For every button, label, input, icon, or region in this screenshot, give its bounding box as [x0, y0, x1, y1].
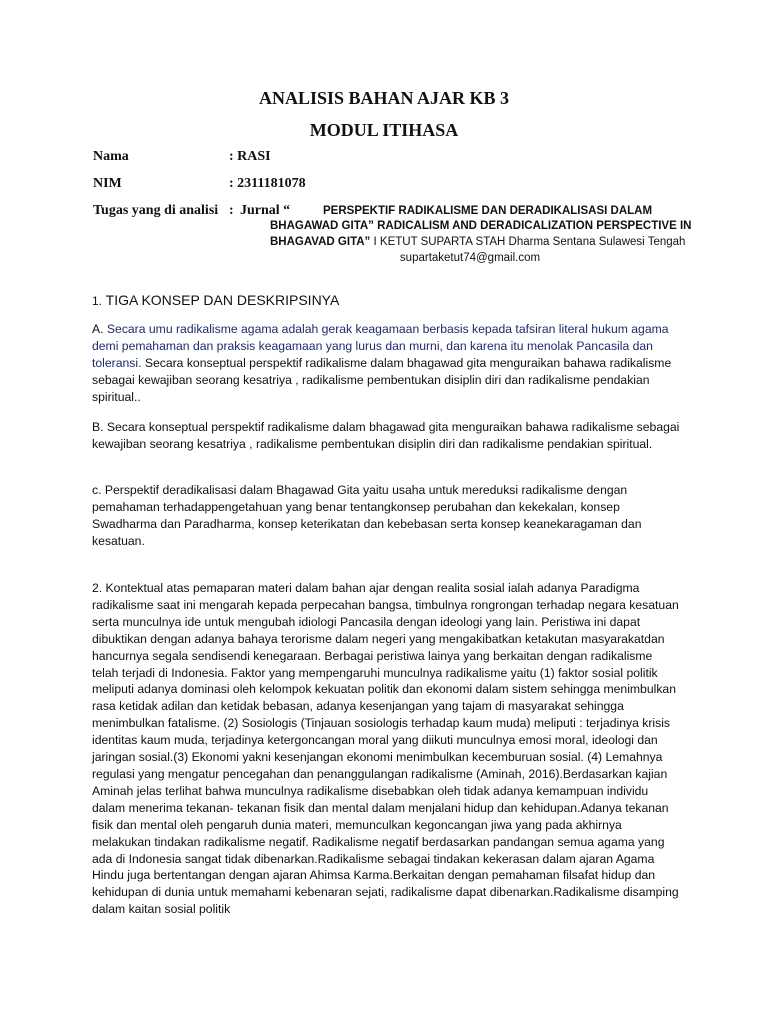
section2-paragraph: 2. Kontektual atas pemaparan materi dalam bahan ajar dengan realita sosial ialah adanya Paradigma radikalisme saat ini mengarah kepada perpecahan bangsa, timbulnya rongrongan terhadap negara kesatuan serta munculnya ide untuk mengubah idiologi Pancasila dengan ideologi yang lain. Peristiwa ini dapat dibuktikan dengan adanya bahaya terorisme dalam negeri yang mengakibatkan ketakutan masyarakatdan hancurnya segala sendisendi kenegaraan. Berbagai peristiwa lainya yang berkaitan dengan radikalisme telah terjadi di Indonesia. Faktor yang mempengaruhi munculnya radikalisme yaitu (1) faktor sosial politik meliputi adanya dominasi oleh kelompok kekuatan politik dan ekonomi dalam sistem sehingga menimbulkan rasa ketidak adilan dan ketidak bebasan, adanya kesenjangan yang tajam di masyarakat sehingga menimbulkan fatalisme. (2) Sosiologis (Tinjauan sosiologis terhadap kaum muda) meliputi : terjadinya krisis identitas kaum muda, terjadinya ketergoncangan moral yang diikuti munculnya emosi moral, ideologi dan jaringan sosial.(3) Ekonomi yakni kesenjangan ekonomi menimbulkan kecemburuan sosial. (4) Lemahnya regulasi yang mengatur pencegahan dan penanggulangan radikalisme (Aminah, 2016).Berdasarkan kajian Aminah jelas terlihat bahwa munculnya radikalisme disebabkan oleh tidak adanya kemampuan individu dalam menerima tekanan- tekanan fisik dan mental dalam menjalani hidup dan kehidupan.Adanya tekanan fisik dan mental oleh pengaruh dunia materi, memunculkan kegoncangan jiwa yang pada akhirnya melakukan tindakan radikalisme negatif. Radikalisme negatif berdasarkan pandangan semua agama yang ada di Indonesia sangat tidak dibenarkan.Radikalisme sebagai tindakan kekerasan dalam ajaran Agama Hindu juga bertentangan dengan ajaran Ahimsa Karma.Berkaitan dengan pemahaman filsafat hidup dan kehidupan di dunia untuk memahami kebenaran sejati, radikalisme dapat dibenarkan.Radikalisme disamping dalam kaitan sosial politik [92, 581, 679, 917]
paragraph-c: c. Perspektif deradikalisasi dalam Bhagawad Gita yaitu usaha untuk mereduksi radikalisme dengan pemahaman terhadappengetahuan yang benar tentangkonsep perubahan dan kekekalan, konsep Swadharma dan Paradharma, konsep keterikatan dan kebebasan serta konsep keanekaragaman dan kesatuan. [92, 483, 642, 548]
paragraph-a-prefix: A. [92, 322, 107, 336]
section1-number: 1. [92, 294, 103, 308]
jurnal-prefix: Jurnal “ [240, 203, 291, 218]
document-title: ANALISIS BAHAN AJAR KB 3 [258, 88, 510, 108]
section1-heading [92, 292, 339, 308]
author-email: supartaketut74@gmail.com [399, 252, 541, 264]
jurnal-title-line3 [270, 236, 685, 248]
paragraph-a [92, 321, 682, 406]
jurnal-author: I KETUT SUPARTA STAH Dharma Sentana Sulawesi Tengah [370, 236, 686, 248]
tugas-label: Tugas yang di analisi [93, 203, 219, 218]
jurnal-title-line2: BHAGAWAD GITA” RADICALISM AND DERADICALIZATION PERSPECTIVE IN [270, 220, 692, 232]
paragraph-a-rest: Secara konseptual perspektif radikalisme dalam bhagawad gita menguraikan bahawa radikalisme sebagai kewajiban seorang kesatriya , radikalisme pembentukan disiplin diri dan radikalisme pendakian spiritual.. [92, 356, 672, 404]
paragraph-b: B. Secara konseptual perspektif radikalisme dalam bhagawad gita menguraikan bahawa radikalisme sebagai kewajiban seorang kesatriya , radikalisme pembentukan disiplin diri dan radikalisme pendakian spiritual. [92, 420, 680, 451]
jurnal-title-line1: PERSPEKTIF RADIKALISME DAN DERADIKALISASI DALAM [323, 205, 653, 217]
nama-value: : RASI [229, 149, 271, 164]
jurnal-title-line3-bold: BHAGAVAD GITA” [270, 236, 371, 248]
nim-label: NIM [93, 176, 122, 191]
paragraph-a-highlight: Secara umu radikalisme agama adalah gerak keagamaan berbasis kepada tafsiran literal hukum agama demi pemahaman dan praksis keagamaan yang lurus dan murni, dan karena itu menolak Pancasila dan toleransi. [92, 322, 669, 370]
tugas-colon: : [229, 203, 234, 218]
nim-value: : 2311181078 [229, 176, 306, 191]
nama-label: Nama [93, 149, 129, 164]
document-subtitle: MODUL ITIHASA [309, 120, 459, 140]
section1-heading-text: TIGA KONSEP DAN DESKRIPSINYA [102, 292, 340, 308]
